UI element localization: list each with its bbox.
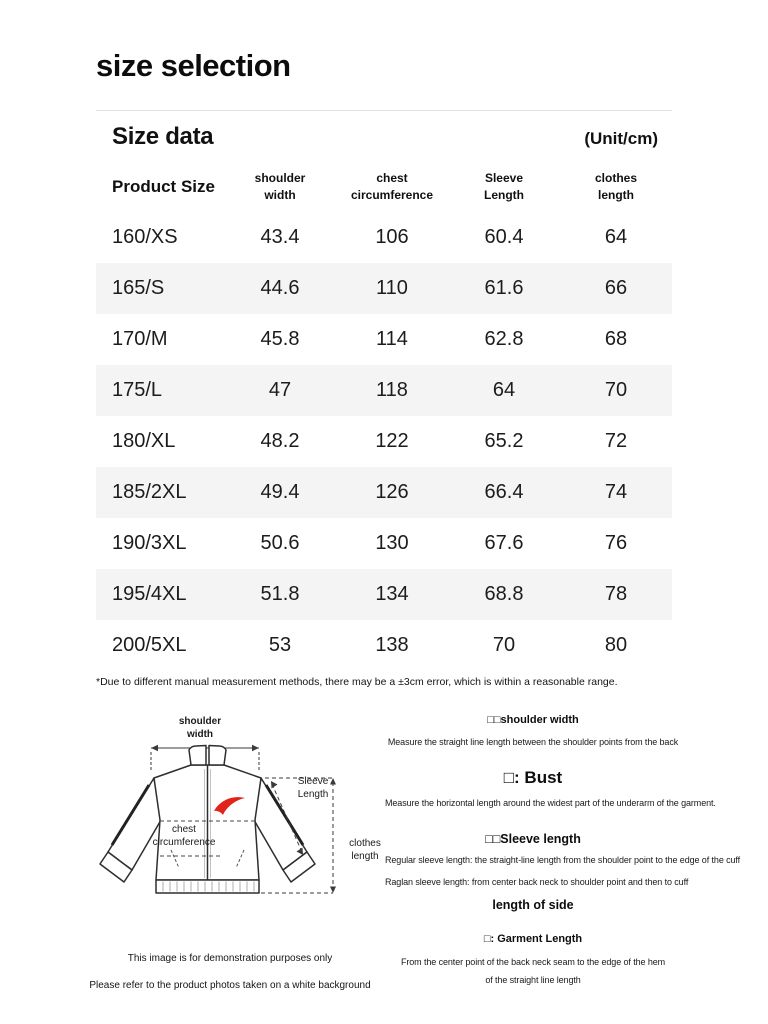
sleeve-length-cell: 65.2 [484, 430, 524, 452]
col-header-line: Sleeve [484, 170, 524, 185]
guide-garment-body-2: of the straight line length [485, 975, 581, 985]
col-header-shoulder-width [224, 162, 336, 212]
guide-garment-heading: □: Garment Length [483, 933, 583, 945]
section-title: Size data [112, 123, 214, 150]
size-cell: 175/L [112, 379, 163, 401]
sleeve-length-cell: 68.8 [484, 583, 524, 605]
col-header-line: length [598, 188, 634, 202]
size-cell: 190/3XL [112, 532, 187, 554]
clothes-length-cell: 66 [604, 277, 628, 299]
label-line: clothes [349, 838, 381, 849]
sleeve-length-cell: 70 [492, 634, 516, 656]
chest-circumference-cell: 110 [376, 277, 408, 299]
chest-circumference-cell: 130 [375, 532, 409, 554]
table-row [96, 314, 672, 365]
size-cell: 200/5XL [112, 634, 187, 656]
clothes-length-cell: 68 [604, 328, 628, 350]
table-row [96, 365, 672, 416]
col-header-sleeve-length [448, 162, 560, 212]
col-header-line: clothes [594, 170, 637, 185]
clothes-length-cell: 74 [604, 481, 628, 503]
chest-circumference-cell: 138 [375, 634, 409, 656]
measurement-guide-section [0, 700, 768, 1024]
guide-bust-body: Measure the horizontal length around the widest part of the underarm of the garment. [385, 798, 716, 808]
clothes-length-cell: 80 [604, 634, 628, 656]
label-line: shoulder [178, 716, 222, 727]
col-header-line: Length [484, 188, 524, 202]
chest-circumference-cell: 122 [375, 430, 409, 452]
clothes-length-cell: 64 [604, 226, 628, 248]
image-disclaimer [82, 700, 378, 1000]
guide-sleeve-body-1: Regular sleeve length: the straight-line length from the shoulder point to the edge of the cuff [385, 855, 741, 865]
clothes-length-cell: 72 [604, 430, 628, 452]
size-cell: 170/M [112, 328, 168, 350]
title-divider [96, 110, 672, 111]
size-cell: 195/4XL [112, 583, 187, 605]
sleeve-length-cell: 62.8 [484, 328, 524, 350]
label-line: width [186, 728, 214, 740]
sleeve-length-cell: 67.6 [484, 532, 524, 554]
measurement-note: *Due to different manual measurement methods, there may be a ±3cm error, which is within a reasonable range. [96, 676, 618, 688]
shoulder-width-cell: 43.4 [260, 226, 300, 248]
section-header [96, 123, 672, 151]
shoulder-width-cell: 50.6 [260, 532, 300, 554]
size-cell: 160/XS [112, 226, 178, 248]
guide-bust-heading: □: Bust [503, 768, 563, 787]
col-header-line: shoulder [254, 170, 306, 185]
clothes-length-cell: 76 [604, 532, 628, 554]
guide-sleeve-heading: □□Sleeve length [485, 832, 581, 846]
shoulder-width-cell: 53 [268, 634, 292, 656]
shoulder-width-cell: 49.4 [260, 481, 300, 503]
guide-side-length-heading: length of side [492, 898, 574, 912]
sleeve-length-cell: 64 [492, 379, 516, 401]
chest-circumference-cell: 134 [375, 583, 409, 605]
guide-shoulder-heading: □□shoulder width [487, 714, 579, 726]
table-row [96, 467, 672, 518]
shoulder-width-cell: 51.8 [260, 583, 300, 605]
label-line: circumference [152, 836, 216, 848]
sleeve-length-cell: 60.4 [484, 226, 524, 248]
chest-circumference-cell: 126 [375, 481, 409, 503]
table-row [96, 416, 672, 467]
size-table [96, 162, 672, 671]
col-header-line: circumference [350, 188, 434, 202]
table-row [96, 212, 672, 263]
label-line: Length [297, 788, 329, 800]
label-line: Sleeve [297, 776, 329, 787]
clothes-length-cell: 78 [604, 583, 628, 605]
table-row [96, 620, 672, 671]
disclaimer-line: Please refer to the product photos taken on a white background [89, 980, 371, 991]
shoulder-width-cell: 47 [268, 379, 292, 401]
label-line: length [351, 850, 379, 862]
shoulder-width-cell: 44.6 [260, 277, 300, 299]
shoulder-width-cell: 48.2 [260, 430, 300, 452]
col-header-chest-circumference [336, 162, 448, 212]
guide-sleeve-body-2: Raglan sleeve length: from center back neck to shoulder point and then to cuff [385, 877, 689, 887]
sleeve-length-cell: 66.4 [484, 481, 524, 503]
guide-shoulder-body: Measure the straight line length between the shoulder points from the back [387, 737, 679, 747]
guide-garment-body-1: From the center point of the back neck seam to the edge of the hem [400, 957, 666, 967]
col-header-line: width [264, 188, 296, 202]
chest-circumference-cell: 114 [376, 328, 408, 350]
label-line: chest [172, 824, 196, 835]
table-row [96, 263, 672, 314]
col-header-product-size: Product Size [112, 176, 215, 196]
size-cell: 180/XL [112, 430, 176, 452]
table-row [96, 518, 672, 569]
page-title: size selection [96, 48, 291, 83]
unit-label: (Unit/cm) [584, 129, 658, 148]
size-cell: 185/2XL [112, 481, 187, 503]
table-header-row [96, 162, 672, 212]
chest-circumference-cell: 106 [375, 226, 409, 248]
chest-circumference-cell: 118 [376, 379, 408, 401]
sleeve-length-cell: 61.6 [484, 277, 524, 299]
shoulder-width-cell: 45.8 [260, 328, 300, 350]
clothes-length-cell: 70 [604, 379, 628, 401]
col-header-line: chest [376, 170, 408, 185]
disclaimer-line: This image is for demonstration purposes only [127, 953, 333, 964]
size-cell: 165/S [112, 277, 165, 299]
measure-guide-text [385, 700, 741, 1000]
col-header-clothes-length [560, 162, 672, 212]
table-row [96, 569, 672, 620]
